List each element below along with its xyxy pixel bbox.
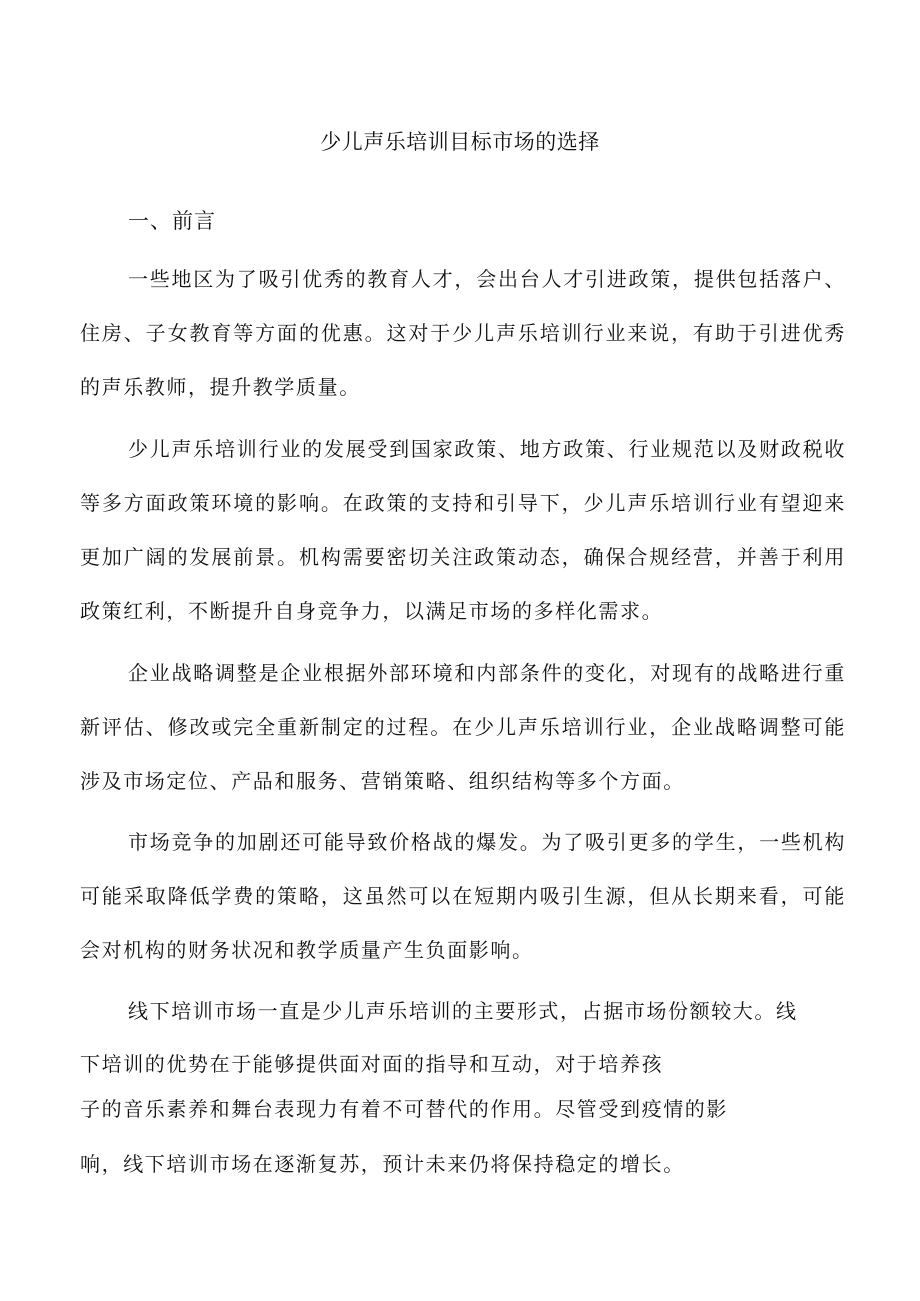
paragraph-talent-policy: 一些地区为了吸引优秀的教育人才，会出台人才引进政策，提供包括落户、住房、子女教育等方面的优惠。这对于少儿声乐培训行业来说，有助于引进优秀的声乐教师，提升教学质量。	[80, 267, 846, 399]
paragraph-offline-line-3: 子的音乐素养和舞台表现力有着不可替代的作用。尽管受到疫情的影	[80, 1097, 728, 1121]
section-heading: 一、前言	[128, 209, 216, 233]
paragraph-offline-line-2: 下培训的优势在于能够提供面对面的指导和互动，对于培养孩	[80, 1052, 664, 1076]
paragraph-offline-line-1: 线下培训市场一直是少儿声乐培训的主要形式，占据市场份额较大。线	[128, 999, 798, 1023]
paragraph-policy-environment: 少儿声乐培训行业的发展受到国家政策、地方政策、行业规范以及财政税收等多方面政策环境的影响。在政策的支持和引导下，少儿声乐培训行业有望迎来更加广阔的发展前景。机构需要密切关注政策动态，确保合规经营，并善于利用政策红利，不断提升自身竞争力，以满足市场的多样化需求。	[80, 437, 846, 623]
paragraph-offline-line-4: 响，线下培训市场在逐渐复苏，预计未来仍将保持稳定的增长。	[80, 1152, 685, 1176]
paragraph-price-competition: 市场竞争的加剧还可能导致价格战的爆发。为了吸引更多的学生，一些机构可能采取降低学费的策略，这虽然可以在短期内吸引生源，但从长期来看，可能会对机构的财务状况和教学质量产生负面影响。	[80, 830, 846, 962]
document-title: 少儿声乐培训目标市场的选择	[320, 130, 600, 154]
paragraph-strategy-adjustment: 企业战略调整是企业根据外部环境和内部条件的变化，对现有的战略进行重新评估、修改或完全重新制定的过程。在少儿声乐培训行业，企业战略调整可能涉及市场定位、产品和服务、营销策略、组织结构等多个方面。	[80, 661, 846, 793]
